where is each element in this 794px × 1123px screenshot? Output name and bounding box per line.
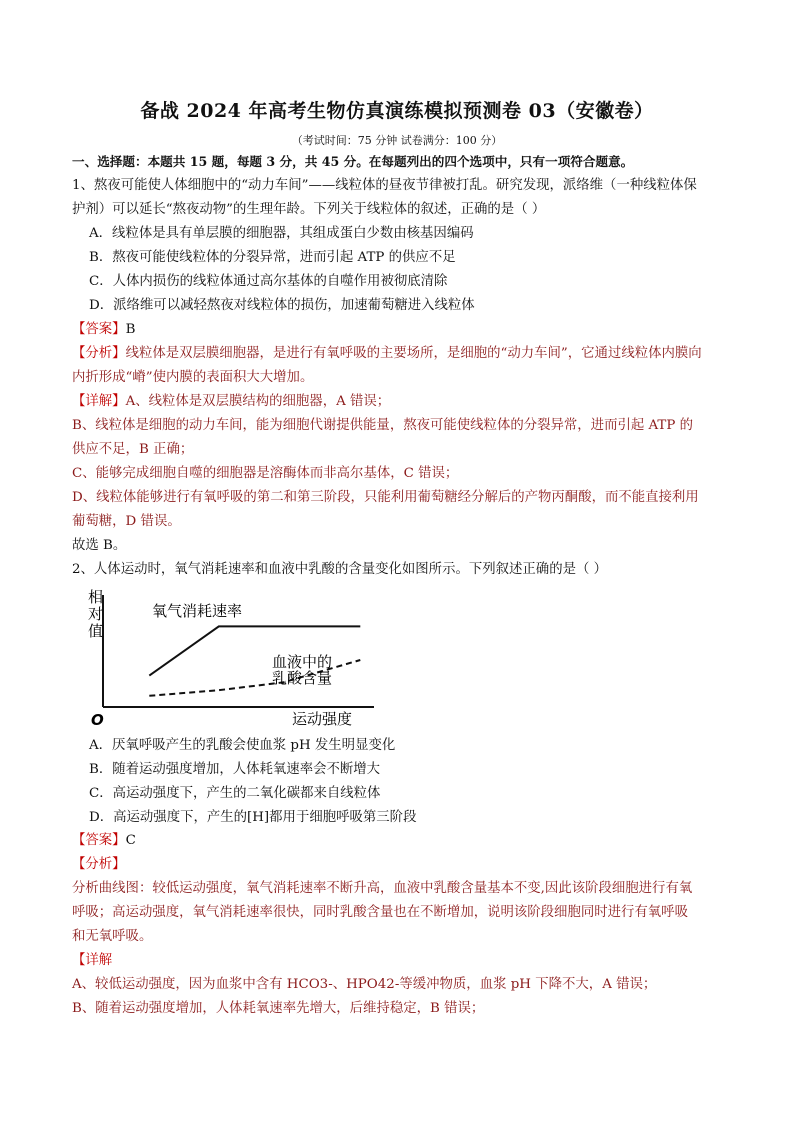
q2-detail-tag: 【详解 xyxy=(72,953,113,968)
q1-option-d: D．派络维可以减轻熬夜对线粒体的损伤，加速葡萄糖进入线粒体 xyxy=(89,298,475,313)
oxygen-lactate-chart xyxy=(72,583,392,731)
q2-option-c: C．高运动强度下，产生的二氧化碳都来自线粒体 xyxy=(89,786,381,801)
q1-option-a: A．线粒体是具有单层膜的细胞器，其组成蛋白少数由核基因编码 xyxy=(89,226,474,241)
q1-detail-b-line-2: 供应不足，B 正确； xyxy=(72,442,194,457)
q1-conclusion: 故选 B。 xyxy=(72,538,127,553)
q2-detail-b: B、随着运动强度增加，人体耗氧速率先增大，后维持稳定，B 错误； xyxy=(72,1001,485,1016)
q2-detail-a: A、较低运动强度，因为血浆中含有 HCO3-、HPO42-等缓冲物质，血浆 pH 下降不大，A 错误； xyxy=(72,977,657,992)
q1-option-b: B．熬夜可能使线粒体的分裂异常，进而引起 ATP 的供应不足 xyxy=(89,250,456,265)
q1-option-c: C．人体内损伤的线粒体通过高尔基体的自噬作用被彻底清除 xyxy=(89,274,448,289)
series-label-lactate-line-2: 乳酸含量 xyxy=(272,669,333,687)
origin-label: O xyxy=(91,711,104,729)
q2-analysis-line-3: 和无氧呼吸。 xyxy=(72,929,153,944)
q2-analysis-line-2: 呼吸；高运动强度，氧气消耗速率很快，同时乳酸含量也在不断增加，说明该阶段细胞同时进行有氧呼吸 xyxy=(72,905,688,920)
q2-option-d: D．高运动强度下，产生的[H]都用于细胞呼吸第三阶段 xyxy=(89,810,417,825)
q1-stem-line-2: 护剂）可以延长“熬夜动物”的生理年龄。下列关于线粒体的叙述，正确的是（ ） xyxy=(72,202,546,217)
q1-detail-a xyxy=(72,393,390,411)
q1-answer-value: B xyxy=(125,322,136,337)
x-axis-label: 运动强度 xyxy=(292,710,353,728)
q1-detail-a-text: A、线粒体是双层膜结构的细胞器，A 错误； xyxy=(125,394,391,409)
q1-analysis-text-1: 线粒体是双层膜细胞器，是进行有氧呼吸的主要场所，是细胞的“动力车间”，它通过线粒体内膜向 xyxy=(125,346,702,361)
exam-subtitle: （考试时间：75 分钟 试卷满分：100 分） xyxy=(291,134,503,147)
exam-title: 备战 2024 年高考生物仿真演练模拟预测卷 03（安徽卷） xyxy=(140,100,654,122)
q1-stem-line-1: 1、熬夜可能使人体细胞中的“动力车间”——线粒体的昼夜节律被打乱。研究发现，派络维（一种线粒体保 xyxy=(72,178,697,193)
q2-option-a: A．厌氧呼吸产生的乳酸会使血浆 pH 发生明显变化 xyxy=(89,738,396,753)
series-label-lactate-line-1: 血液中的 xyxy=(272,653,333,671)
q2-answer xyxy=(72,832,136,850)
y-axis-label-char-2: 对 xyxy=(88,605,104,623)
q1-detail-b-line-1: B、线粒体是细胞的动力车间，能为细胞代谢提供能量，熬夜可能使线粒体的分裂异常，进而引起 ATP 的 xyxy=(72,418,694,433)
q2-analysis-tag: 【分析】 xyxy=(72,857,126,872)
q1-detail-d-line-1: D、线粒体能够进行有氧呼吸的第二和第三阶段，只能利用葡萄糖经分解后的产物丙酮酸，而不能直接利用 xyxy=(72,490,699,505)
q2-stem: 2、人体运动时，氧气消耗速率和血液中乳酸的含量变化如图所示。下列叙述正确的是（ ） xyxy=(72,562,608,577)
answer-tag: 【答案】 xyxy=(72,833,126,848)
detail-tag: 【详解】 xyxy=(72,394,126,409)
y-axis-label-char-1: 相 xyxy=(88,588,104,606)
analysis-tag: 【分析】 xyxy=(72,346,126,361)
q1-detail-c: C、能够完成细胞自噬的细胞器是溶酶体而非高尔基体，C 错误； xyxy=(72,466,459,481)
q2-option-b: B．随着运动强度增加，人体耗氧速率会不断增大 xyxy=(89,762,381,777)
y-axis-label-char-3: 值 xyxy=(88,622,104,640)
q1-analysis-line-2: 内折形成“嵴”使内膜的表面积大大增加。 xyxy=(72,370,314,385)
q1-analysis-line-1 xyxy=(72,345,702,363)
q2-answer-value: C xyxy=(125,833,136,848)
q1-answer xyxy=(72,321,135,339)
section-heading: 一、选择题：本题共 15 题，每题 3 分，共 45 分。在每题列出的四个选项中，只有一项符合题意。 xyxy=(72,154,634,169)
answer-tag: 【答案】 xyxy=(72,322,126,337)
q1-detail-d-line-2: 葡萄糖，D 错误。 xyxy=(72,514,181,529)
q2-analysis-line-1: 分析曲线图：较低运动强度，氧气消耗速率不断升高，血液中乳酸含量基本不变,因此该阶段细胞进行有氧 xyxy=(72,881,693,896)
series-label-oxygen: 氧气消耗速率 xyxy=(152,602,243,620)
